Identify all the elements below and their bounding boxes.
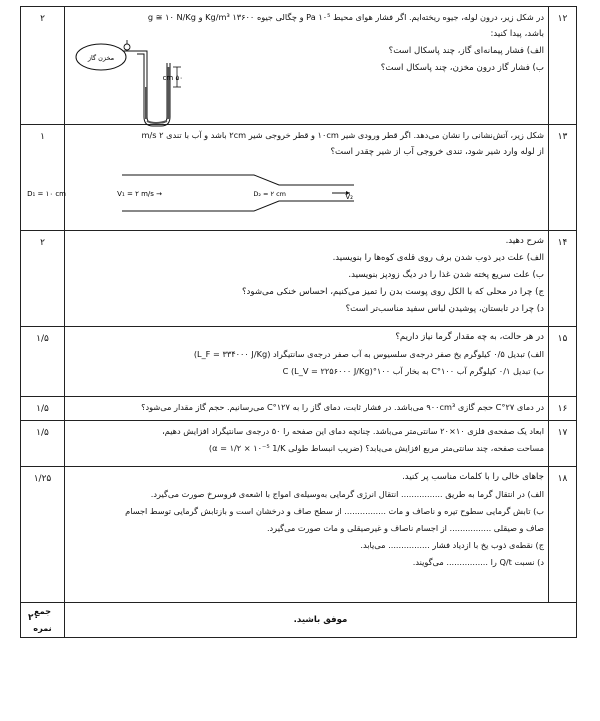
question-text: ب) فشار گاز درون مخزن، چند پاسکال است؟ (380, 63, 544, 73)
question-text: الف) در انتقال گرما به طریق ................ انتقال انرژی گرمایی به‌وسیله‌ی امواج با اشعه‌ی فروسرخ صورت می‌گیرد. (150, 489, 544, 499)
question-text: الف) علت دیر ذوب شدن برف روی قله‌ی کوه‌ها را بنویسید. (332, 253, 544, 263)
question-row-16 (21, 397, 577, 421)
question-text: ب) تابش گرمایی سطوح تیره و ناصاف و مات ................ از سطح صاف و درخشان است و بازتابش گرمایی توسط اجسام (125, 506, 544, 516)
inlet-diameter-label: D₁ = ۱۰ cm (27, 190, 66, 198)
question-score: ۲ (21, 7, 65, 125)
question-row-13 (21, 125, 577, 231)
valve-icon (124, 44, 130, 50)
question-text: الف) تبدیل ۰/۵ کیلوگرم یخ صفر درجه‌ی سلسیوس به آب صفر درجه‌ی سانتیگراد (L_F = ۳۳۴۰۰۰ J/Kg) (193, 349, 544, 359)
inlet-speed-label: → V₁ = ۲ m/s (117, 190, 162, 198)
question-text: ج) چرا در محلی که با الکل روی پوست بدن را تمیز می‌کنیم، احساس خنکی می‌شود؟ (242, 287, 544, 297)
question-text: الف) فشار پیمانه‌ای گاز، چند پاسکال است؟ (388, 46, 544, 56)
question-row-14 (21, 231, 577, 327)
footer-row (21, 603, 577, 638)
question-number: ۱۲ (549, 7, 577, 125)
question-text: در شکل زیر، درون لوله، جیوه ریخته‌ایم. اگر فشار هوای محیط ۱۰⁵ Pa و چگالی جیوه ۱۳۶۰۰ Kg/m³ و g ≅ ۱۰ N/Kg (147, 12, 544, 22)
question-score: ۲ (21, 231, 65, 327)
question-body (65, 327, 549, 397)
question-text: ب) علت سریع پخته شدن غذا را در دیگ زودپز بنویسید. (348, 270, 544, 280)
question-body (65, 397, 549, 421)
question-body (65, 7, 549, 125)
question-number: ۱۵ (549, 327, 577, 397)
question-row-17 (21, 421, 577, 467)
question-text: ج) نقطه‌ی ذوب یخ با ازدیاد فشار ................ می‌یابد. (360, 540, 544, 550)
question-text: شرح دهید. (505, 236, 544, 246)
question-body (65, 467, 549, 603)
gas-tank-label: مخزن گاز (87, 54, 115, 62)
closing-cell (65, 603, 577, 638)
question-number: ۱۷ (549, 421, 577, 467)
total-label: جمع نمره (33, 606, 52, 633)
question-body (27, 125, 549, 231)
question-number: ۱۳ (549, 125, 577, 231)
pipe-shape (122, 175, 354, 185)
manometer-figure (65, 37, 235, 125)
total-value: ۲۰ (28, 613, 39, 623)
u-tube-shape (135, 51, 167, 123)
question-text: ابعاد یک صفحه‌ی فلزی ۱۰×۲۰ سانتی‌متر می‌باشد. چنانچه دمای این صفحه را ۵۰ درجه‌ی سانتیگراد افزایش دهیم، (162, 426, 544, 436)
question-text: شکل زیر، آتش‌نشانی را نشان می‌دهد. اگر قطر ورودی شیر ۱۰cm و قطر خروجی شیر ۲cm باشد و آب با تندی ۲ m/s (141, 130, 544, 140)
question-score: ۱/۵ (21, 397, 65, 421)
question-body (65, 231, 549, 327)
question-text: ب) تبدیل ۰/۱ کیلوگرم آب ۱۰۰°C به بخار آب ۱۰۰°C (L_V = ۲۲۵۶۰۰۰ J/Kg) (282, 366, 544, 376)
question-number: ۱۴ (549, 231, 577, 327)
question-number: ۱۸ (549, 467, 577, 603)
nozzle-figure (27, 169, 364, 217)
question-row-12 (21, 7, 577, 125)
question-text: باشد، پیدا کنید: (490, 29, 544, 39)
question-score: ۱ (21, 125, 65, 231)
outlet-diameter-label: D₂ = ۲ cm (253, 190, 286, 198)
question-text: جاهای خالی را با کلمات مناسب پر کنید. (402, 472, 544, 482)
height-label: ۵۰ cm (162, 74, 183, 82)
question-score: ۱/۲۵ (21, 467, 65, 603)
question-score: ۱/۵ (21, 421, 65, 467)
question-text: د) نسبت Q/t را ................ می‌گویند. (412, 557, 544, 567)
question-row-15 (21, 327, 577, 397)
question-number: ۱۶ (549, 397, 577, 421)
outlet-speed-label: V₂ (345, 193, 353, 201)
question-text: د) چرا در تابستان، پوشیدن لباس سفید مناسب‌تر است؟ (345, 304, 544, 314)
question-score: ۱/۵ (21, 327, 65, 397)
closing-text: موفق باشید. (293, 614, 348, 625)
question-text: از لوله وارد شیر شود، تندی خروجی آب از شیر چقدر است؟ (330, 147, 544, 157)
question-text: در هر حالت، به چه مقدار گرما نیاز داریم؟ (395, 332, 544, 342)
question-text: مساحت صفحه، چند سانتی‌متر مربع افزایش می‌یابد؟ (ضریب انبساط طولی α = ۱/۲ × ۱۰⁻⁵ 1/K) (208, 443, 544, 453)
question-body (65, 421, 549, 467)
question-text: در دمای ۲۷°C حجم گازی ۹۰۰cm³ می‌باشد. در فشار ثابت، دمای گاز را به ۱۲۷°C می‌رسانیم. حجم گاز مقدار می‌شود؟ (141, 402, 544, 412)
question-row-18 (21, 467, 577, 603)
question-text: صاف و صیقلی ................ از اجسام ناصاف و غیرصیقلی و مات صورت می‌گیرد. (266, 523, 544, 533)
exam-table (20, 6, 577, 638)
